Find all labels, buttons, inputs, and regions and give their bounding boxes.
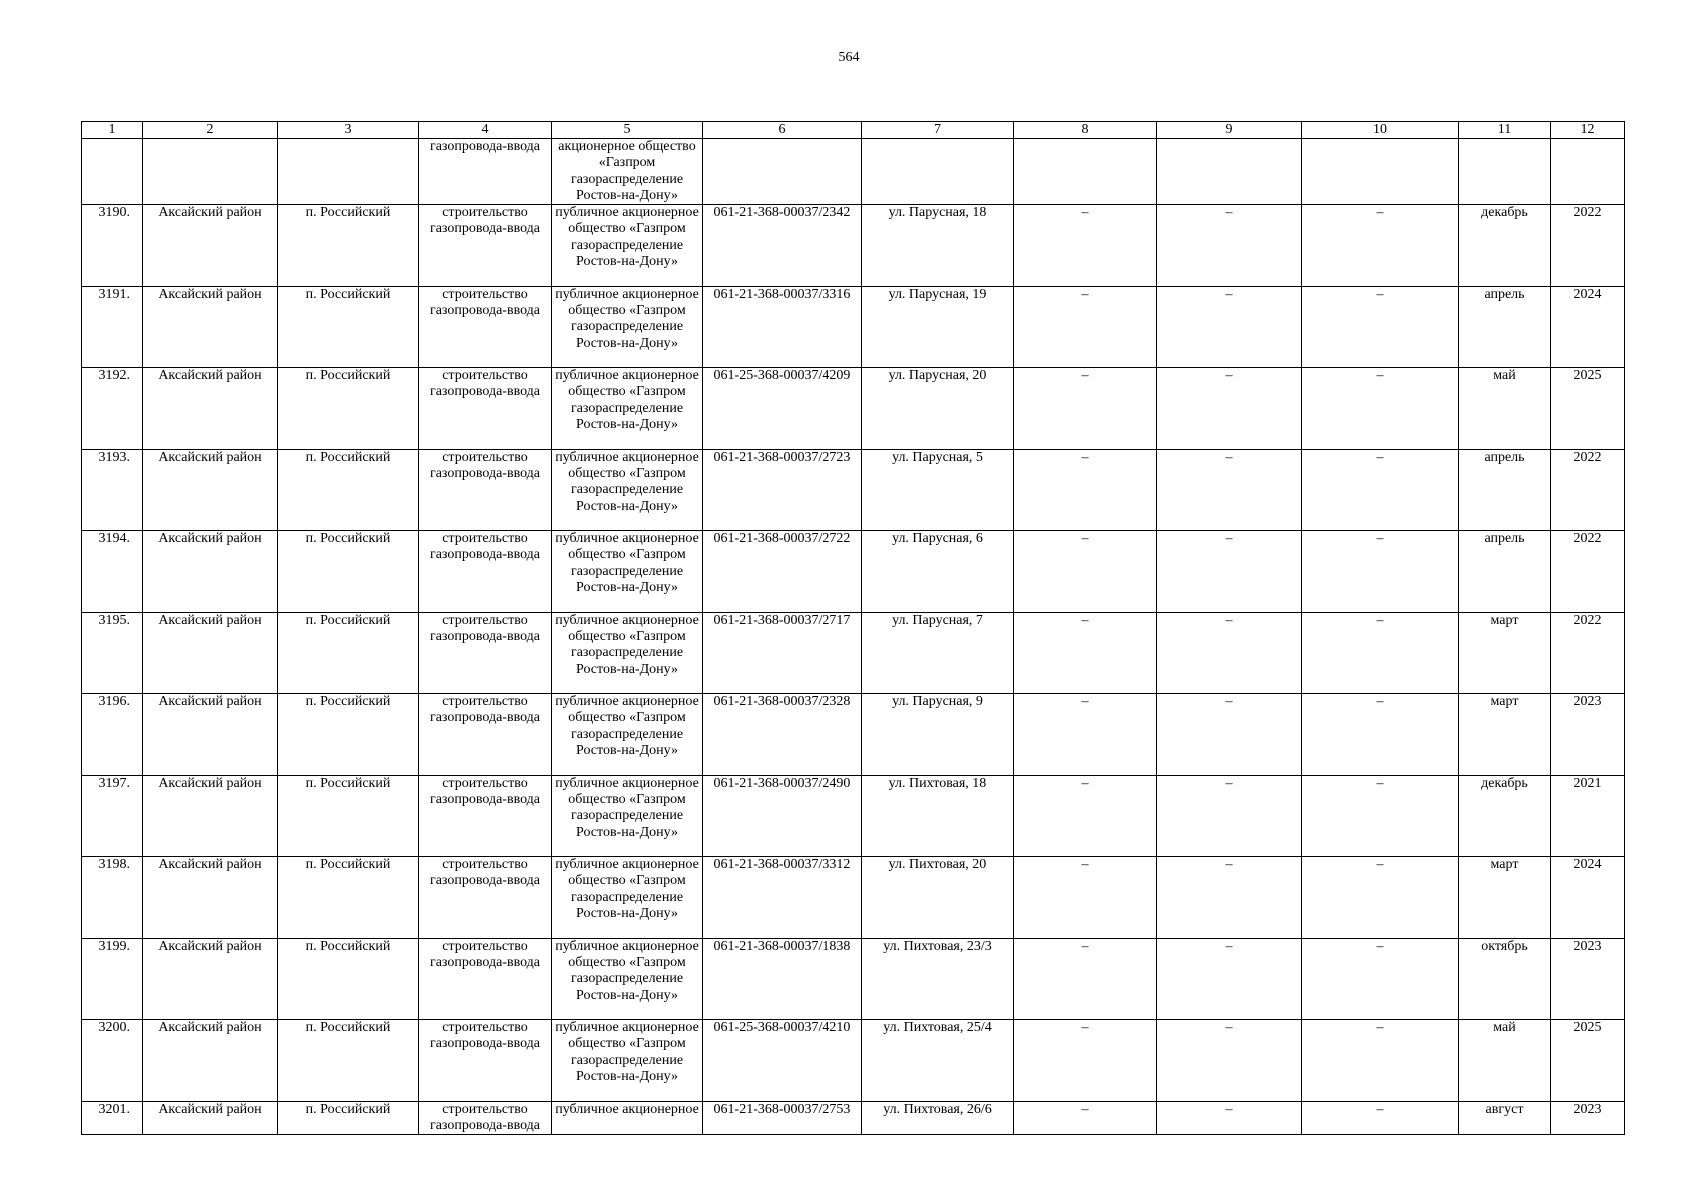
dash-cell: – <box>1014 368 1157 450</box>
dash-cell: – <box>1302 286 1459 368</box>
organization-cell: публичное акционерное общество «Газпром газораспределение Ростов-на-Дону» <box>552 205 703 287</box>
address-cell: ул. Пихтовая, 23/3 <box>862 938 1014 1020</box>
registration-code-cell: 061-21-368-00037/2328 <box>703 694 862 776</box>
registration-code-cell: 061-25-368-00037/4209 <box>703 368 862 450</box>
settlement-cell: п. Российский <box>278 368 419 450</box>
district-cell: Аксайский район <box>143 205 278 287</box>
work-type-cell: строительство газопровода-ввода <box>419 1101 552 1135</box>
address-cell: ул. Парусная, 7 <box>862 612 1014 694</box>
registration-code-cell: 061-21-368-00037/3316 <box>703 286 862 368</box>
dash-cell: – <box>1157 286 1302 368</box>
year-cell: 2024 <box>1551 857 1625 939</box>
continued-row <box>82 139 1625 205</box>
row-number-cell: 3201. <box>82 1101 143 1135</box>
row-number-cell: 3196. <box>82 694 143 776</box>
year-cell: 2025 <box>1551 1020 1625 1102</box>
district-cell: Аксайский район <box>143 531 278 613</box>
dash-cell: – <box>1014 938 1157 1020</box>
dash-cell: – <box>1302 775 1459 857</box>
dash-cell: – <box>1014 531 1157 613</box>
organization-cell: публичное акционерное общество «Газпром газораспределение Ростов-на-Дону» <box>552 938 703 1020</box>
district-cell: Аксайский район <box>143 1020 278 1102</box>
dash-cell: – <box>1157 205 1302 287</box>
table-row <box>82 531 1625 613</box>
table-cell <box>1014 139 1157 205</box>
dash-cell: – <box>1014 205 1157 287</box>
settlement-cell: п. Российский <box>278 857 419 939</box>
dash-cell: – <box>1014 775 1157 857</box>
column-header: 4 <box>419 122 552 139</box>
table-cell <box>82 139 143 205</box>
dash-cell: – <box>1302 694 1459 776</box>
work-type-cell: строительство газопровода-ввода <box>419 205 552 287</box>
table-row <box>82 938 1625 1020</box>
work-type-cell: строительство газопровода-ввода <box>419 694 552 776</box>
district-cell: Аксайский район <box>143 1101 278 1135</box>
dash-cell: – <box>1014 1101 1157 1135</box>
address-cell: ул. Парусная, 5 <box>862 449 1014 531</box>
registration-code-cell: 061-21-368-00037/2723 <box>703 449 862 531</box>
district-cell: Аксайский район <box>143 612 278 694</box>
column-header: 8 <box>1014 122 1157 139</box>
year-cell: 2025 <box>1551 368 1625 450</box>
table-cell <box>1157 139 1302 205</box>
month-cell: декабрь <box>1459 775 1551 857</box>
work-type-cell: газопровода-ввода <box>419 139 552 205</box>
work-type-cell: строительство газопровода-ввода <box>419 857 552 939</box>
month-cell: март <box>1459 694 1551 776</box>
address-cell: ул. Парусная, 18 <box>862 205 1014 287</box>
dash-cell: – <box>1157 612 1302 694</box>
dash-cell: – <box>1014 1020 1157 1102</box>
dash-cell: – <box>1302 612 1459 694</box>
organization-cell: публичное акционерное общество «Газпром газораспределение Ростов-на-Дону» <box>552 612 703 694</box>
month-cell: август <box>1459 1101 1551 1135</box>
organization-cell: публичное акционерное общество «Газпром газораспределение Ростов-на-Дону» <box>552 694 703 776</box>
year-cell: 2024 <box>1551 286 1625 368</box>
row-number-cell: 3200. <box>82 1020 143 1102</box>
table-row <box>82 368 1625 450</box>
organization-cell: публичное акционерное общество «Газпром газораспределение Ростов-на-Дону» <box>552 1020 703 1102</box>
dash-cell: – <box>1014 857 1157 939</box>
settlement-cell: п. Российский <box>278 1020 419 1102</box>
dash-cell: – <box>1157 1101 1302 1135</box>
dash-cell: – <box>1014 286 1157 368</box>
registration-code-cell: 061-21-368-00037/2722 <box>703 531 862 613</box>
dash-cell: – <box>1157 938 1302 1020</box>
year-cell: 2023 <box>1551 938 1625 1020</box>
month-cell: октябрь <box>1459 938 1551 1020</box>
district-cell: Аксайский район <box>143 694 278 776</box>
work-type-cell: строительство газопровода-ввода <box>419 286 552 368</box>
row-number-cell: 3197. <box>82 775 143 857</box>
row-number-cell: 3190. <box>82 205 143 287</box>
table-cell <box>1302 139 1459 205</box>
registration-code-cell: 061-21-368-00037/2490 <box>703 775 862 857</box>
dash-cell: – <box>1157 531 1302 613</box>
dash-cell: – <box>1302 368 1459 450</box>
column-header: 10 <box>1302 122 1459 139</box>
table-cell <box>1459 139 1551 205</box>
column-header: 12 <box>1551 122 1625 139</box>
registration-code-cell: 061-25-368-00037/4210 <box>703 1020 862 1102</box>
settlement-cell: п. Российский <box>278 531 419 613</box>
settlement-cell: п. Российский <box>278 694 419 776</box>
column-header: 9 <box>1157 122 1302 139</box>
settlement-cell: п. Российский <box>278 449 419 531</box>
table-cell <box>143 139 278 205</box>
month-cell: март <box>1459 857 1551 939</box>
settlement-cell: п. Российский <box>278 938 419 1020</box>
month-cell: апрель <box>1459 286 1551 368</box>
dash-cell: – <box>1157 449 1302 531</box>
column-header: 11 <box>1459 122 1551 139</box>
work-type-cell: строительство газопровода-ввода <box>419 368 552 450</box>
settlement-cell: п. Российский <box>278 775 419 857</box>
column-header: 2 <box>143 122 278 139</box>
page-number: 564 <box>838 50 860 65</box>
organization-cell: публичное акционерное <box>552 1101 703 1135</box>
table-row <box>82 857 1625 939</box>
table-row <box>82 286 1625 368</box>
work-type-cell: строительство газопровода-ввода <box>419 449 552 531</box>
district-cell: Аксайский район <box>143 857 278 939</box>
column-number-header-row <box>82 122 1625 139</box>
work-type-cell: строительство газопровода-ввода <box>419 775 552 857</box>
organization-cell: публичное акционерное общество «Газпром газораспределение Ростов-на-Дону» <box>552 368 703 450</box>
dash-cell: – <box>1014 694 1157 776</box>
year-cell: 2022 <box>1551 449 1625 531</box>
column-header: 1 <box>82 122 143 139</box>
table-row <box>82 449 1625 531</box>
organization-cell: публичное акционерное общество «Газпром газораспределение Ростов-на-Дону» <box>552 531 703 613</box>
address-cell: ул. Парусная, 6 <box>862 531 1014 613</box>
address-cell: ул. Парусная, 19 <box>862 286 1014 368</box>
register-table <box>81 121 1625 1135</box>
district-cell: Аксайский район <box>143 368 278 450</box>
table-cell <box>862 139 1014 205</box>
dash-cell: – <box>1014 449 1157 531</box>
district-cell: Аксайский район <box>143 449 278 531</box>
work-type-cell: строительство газопровода-ввода <box>419 1020 552 1102</box>
table-row <box>82 1020 1625 1102</box>
district-cell: Аксайский район <box>143 286 278 368</box>
dash-cell: – <box>1157 694 1302 776</box>
address-cell: ул. Пихтовая, 18 <box>862 775 1014 857</box>
address-cell: ул. Пихтовая, 25/4 <box>862 1020 1014 1102</box>
dash-cell: – <box>1302 449 1459 531</box>
organization-cell: публичное акционерное общество «Газпром газораспределение Ростов-на-Дону» <box>552 857 703 939</box>
row-number-cell: 3192. <box>82 368 143 450</box>
month-cell: май <box>1459 1020 1551 1102</box>
address-cell: ул. Пихтовая, 26/6 <box>862 1101 1014 1135</box>
district-cell: Аксайский район <box>143 938 278 1020</box>
year-cell: 2022 <box>1551 205 1625 287</box>
registration-code-cell: 061-21-368-00037/3312 <box>703 857 862 939</box>
month-cell: декабрь <box>1459 205 1551 287</box>
dash-cell: – <box>1302 1020 1459 1102</box>
row-number-cell: 3195. <box>82 612 143 694</box>
dash-cell: – <box>1302 857 1459 939</box>
year-cell: 2021 <box>1551 775 1625 857</box>
settlement-cell: п. Российский <box>278 1101 419 1135</box>
organization-cell: публичное акционерное общество «Газпром газораспределение Ростов-на-Дону» <box>552 449 703 531</box>
work-type-cell: строительство газопровода-ввода <box>419 938 552 1020</box>
dash-cell: – <box>1302 938 1459 1020</box>
year-cell: 2023 <box>1551 1101 1625 1135</box>
dash-cell: – <box>1014 612 1157 694</box>
registration-code-cell: 061-21-368-00037/1838 <box>703 938 862 1020</box>
month-cell: апрель <box>1459 531 1551 613</box>
settlement-cell: п. Российский <box>278 205 419 287</box>
registration-code-cell: 061-21-368-00037/2342 <box>703 205 862 287</box>
table-row <box>82 775 1625 857</box>
registration-code-cell: 061-21-368-00037/2753 <box>703 1101 862 1135</box>
settlement-cell: п. Российский <box>278 286 419 368</box>
organization-cell: публичное акционерное общество «Газпром газораспределение Ростов-на-Дону» <box>552 286 703 368</box>
table-row <box>82 694 1625 776</box>
dash-cell: – <box>1157 857 1302 939</box>
row-number-cell: 3198. <box>82 857 143 939</box>
dash-cell: – <box>1302 1101 1459 1135</box>
address-cell: ул. Пихтовая, 20 <box>862 857 1014 939</box>
organization-cell: акционерное общество «Газпром газораспределение Ростов-на-Дону» <box>552 139 703 205</box>
table-cell <box>278 139 419 205</box>
column-header: 3 <box>278 122 419 139</box>
dash-cell: – <box>1302 205 1459 287</box>
month-cell: май <box>1459 368 1551 450</box>
year-cell: 2022 <box>1551 612 1625 694</box>
table-cell <box>703 139 862 205</box>
address-cell: ул. Парусная, 20 <box>862 368 1014 450</box>
work-type-cell: строительство газопровода-ввода <box>419 531 552 613</box>
district-cell: Аксайский район <box>143 775 278 857</box>
registration-code-cell: 061-21-368-00037/2717 <box>703 612 862 694</box>
dash-cell: – <box>1302 531 1459 613</box>
row-number-cell: 3191. <box>82 286 143 368</box>
row-number-cell: 3194. <box>82 531 143 613</box>
table-row <box>82 205 1625 287</box>
month-cell: апрель <box>1459 449 1551 531</box>
dash-cell: – <box>1157 368 1302 450</box>
row-number-cell: 3193. <box>82 449 143 531</box>
table-cell <box>1551 139 1625 205</box>
column-header: 7 <box>862 122 1014 139</box>
month-cell: март <box>1459 612 1551 694</box>
table-row <box>82 1101 1625 1135</box>
address-cell: ул. Парусная, 9 <box>862 694 1014 776</box>
column-header: 6 <box>703 122 862 139</box>
table-row <box>82 612 1625 694</box>
column-header: 5 <box>552 122 703 139</box>
settlement-cell: п. Российский <box>278 612 419 694</box>
dash-cell: – <box>1157 775 1302 857</box>
year-cell: 2023 <box>1551 694 1625 776</box>
row-number-cell: 3199. <box>82 938 143 1020</box>
work-type-cell: строительство газопровода-ввода <box>419 612 552 694</box>
year-cell: 2022 <box>1551 531 1625 613</box>
dash-cell: – <box>1157 1020 1302 1102</box>
organization-cell: публичное акционерное общество «Газпром газораспределение Ростов-на-Дону» <box>552 775 703 857</box>
